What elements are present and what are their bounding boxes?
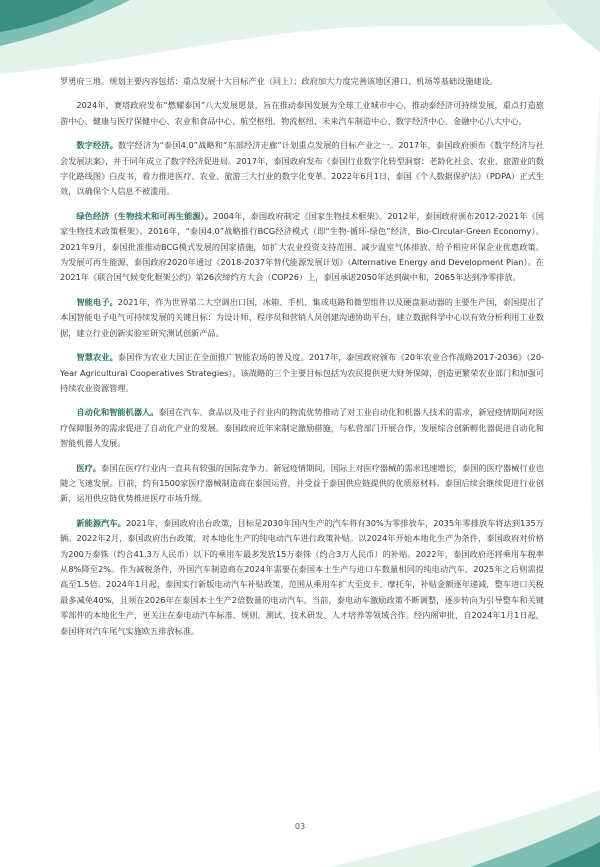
top-wave-mid bbox=[0, 0, 130, 46]
paragraph-text: 泰国在医疗行业内一直具有较强的国际竞争力。新冠疫情期间，国际上对医疗器械的需求迅速增长，泰国的医疗器械行业也随之飞速发展。目前，约有1500家医疗器械制造商在泰国运营，并受益于泰国供应链提供的优质原材料。泰国后续会继续促进行业创新，运用供应链优势推进医疗市场升级。 bbox=[60, 462, 544, 504]
paragraph-text: 2004年，泰国政府制定《国家生物技术框架》。2012年，泰国政府颁布2012-2021年《国家生物技术政策框架》。2016年，“泰国4.0”战略推行BCG经济模式（即“生物-循环-绿色”经济，Bio-Circular-Green Economy）。2021年9月，泰国批准推动BCG模式发展的国家措施，如扩大农业投资支持范围、减少温室气体排放、给予相应环保企业优惠政策。为发展可再生能源，泰国政府2020年通过《2018-2037年替代能源发展计划》（Alternative Energy and Development Plan）。在2021年《联合国气候变化框架公约》第26次缔约方大会（COP26）上，泰国承诺2050年达到碳中和，2065年达到净零排放。 bbox=[60, 210, 544, 283]
section-heading: 智慧农业。 bbox=[76, 352, 118, 363]
section-heading: 数字经济。 bbox=[76, 140, 119, 151]
paragraph-new-energy-vehicles bbox=[60, 516, 544, 639]
paragraph-text: 泰国在汽车、食品以及电子行业内的物流优势推动了对工业自动化和机器人技术的需求，新冠疫情期间对医疗保障服务的需求促进了自动化产业的发展。泰国政府近年来制定激励措施，与私营部门开展合作，发展综合创新孵化器促进自动化和智能机器人发展。 bbox=[60, 407, 544, 449]
section-heading: 医疗。 bbox=[76, 462, 102, 473]
paragraph-smart-electronics bbox=[60, 295, 544, 341]
right-side-wave bbox=[591, 90, 600, 760]
top-right-accent bbox=[545, 0, 600, 52]
section-heading: 智能电子。 bbox=[76, 296, 118, 307]
paragraph-text: 泰国作为农业大国正在全面推广智能农场的普及度。2017年，泰国政府颁布《20年农业合作战略2017-2036》（20-Year Agricultural Cooperatives Strategies）。该战略的三个主要目标包括为农民提供更大财务保障，创造更繁荣农业部门和加强可持续农业资源管理。 bbox=[60, 352, 544, 393]
section-heading: 绿色经济（生物技术和可再生能源）。 bbox=[76, 210, 214, 221]
paragraph-text: 2021年，作为世界第二大空调出口国，冰箱、手机、集成电路和微型组件以及硬盘驱动器的主要生产国，泰国提出了本国智能电子电气可持续发展的关键目标：为设计师、程序员和营销人员创建沟通协助平台，建立数据科学中心以有效分析利用工业数据，建立行业创新实验室研究测试创新产品。 bbox=[60, 296, 544, 338]
paragraph-text: 罗勇府三地。规划主要内容包括：重点发展十大目标产业（同上）；政府加大力度完善该地区港口、机场等基础设施建设。 bbox=[60, 76, 499, 86]
page-number: 03 bbox=[294, 822, 306, 831]
paragraph-vision bbox=[60, 98, 544, 129]
main-text-body bbox=[60, 74, 544, 648]
section-heading: 自动化和智能机器人。 bbox=[76, 407, 159, 418]
paragraph-continuation bbox=[60, 74, 544, 89]
top-wave-light bbox=[0, 0, 600, 74]
paragraph-text: 2024年，赛塔政府发布“燃耀泰国”八大发展愿景，旨在推动泰国发展为全球工业城市中心，推动泰经济可持续发展，重点打造旅游中心、健康与医疗保健中心、农业和食品中心、航空枢纽、物流枢纽、未来汽车制造中心、数字经济中心、金融中心八大中心。 bbox=[60, 100, 544, 126]
paragraph-automation-robotics bbox=[60, 405, 544, 451]
paragraph-smart-agriculture bbox=[60, 350, 544, 396]
paragraph-green-economy bbox=[60, 209, 544, 286]
paragraph-text: 数字经济为“泰国4.0”战略和“东部经济走廊”计划重点发展的目标产业之一。2017年，泰国政府颁布《数字经济与社会发展法案》，并于同年成立了数字经济促进局。2017年，泰国政府发布《泰国行业数字化转型洞察：老龄化社会、农业、旅游业的数字化路线图》白皮书，着力推进医疗、农业、旅游三大行业的数字化变革。2022年6月1日，泰国《个人数据保护法》（PDPA）正式生效，以确保个人信息不被滥用。 bbox=[60, 140, 544, 197]
bottom-wave-dark bbox=[545, 842, 600, 867]
top-wave-dark bbox=[0, 0, 95, 32]
paragraph-text: 2021年，泰国政府出台政策，目标是2030年国内生产的汽车将有30%为零排放车，2035年零排放车将达到135万辆。2022年2月，泰国政府出台政策，对本地化生产的纯电动汽车进行政策补贴。以2024年开始本地化生产为条件，泰国政府对价格为200万泰铢（约合41.3万人民币）以下的乘用车最多发放15万泰铢（约合3万人民币）的补贴。2022年，泰国政府还将乘用车税率从8%降至2%。作为减税条件，外国汽车制造商在2024年需要在泰国本土生产与进口车数量相同的纯电动汽车，2025年之后则需提高至1.5倍。2024年1月起，泰国实行新版电动汽车补贴政策，范围从乘用车扩大至皮卡、摩托车，补贴金额逐年递减，整车进口关税最多减免40%，且须在2026年在泰国本土生产2倍数量的电动汽车。当前，泰电动车激励政策不断调整，逐步转向为引导整车和关键零部件的本地化生产，更关注在泰电动汽车标准、规则、测试、技术研发、人才培养等领域合作。经内阁审批，自2024年1月1日起，泰国将对汽车尾气实施欧五排放标准。 bbox=[60, 517, 544, 636]
paragraph-digital-economy bbox=[60, 138, 544, 200]
paragraph-medical bbox=[60, 461, 544, 507]
section-heading: 新能源汽车。 bbox=[76, 517, 126, 528]
